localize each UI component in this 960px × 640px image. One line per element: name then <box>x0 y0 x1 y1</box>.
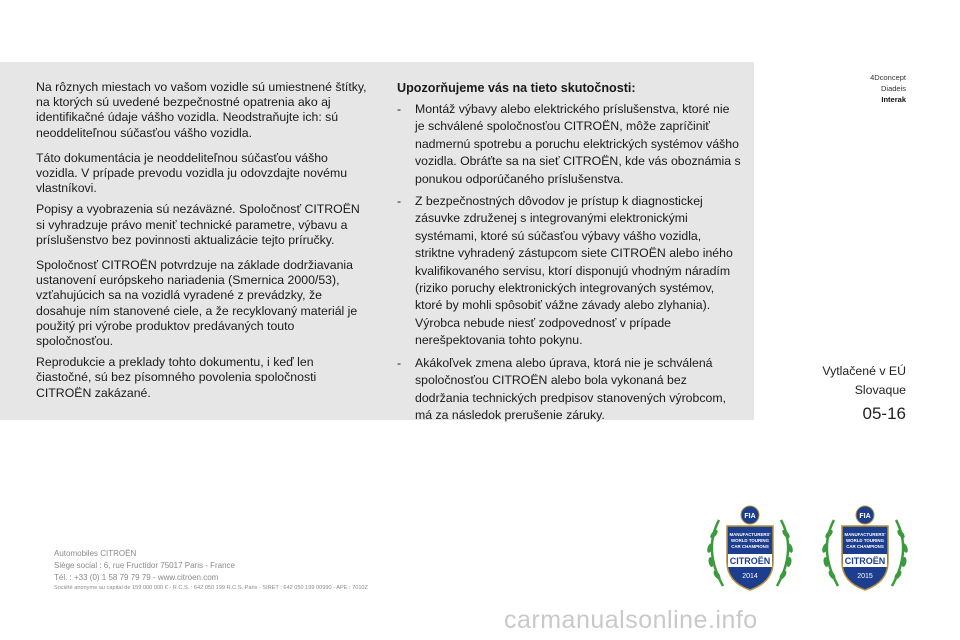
footer-company: Automobiles CITROËN <box>54 549 137 558</box>
paragraph-recycling: Spoločnosť CITROËN potvrdzuje na základe dodržiavania ustanovení európskeho nariadenia (Smernica 2000/53), vzťahujúcich sa na vozidlá vyradené z prevádzky, že dosahuje ním stanovené ciele, a že recyklovaný materiál je použitý pri výrobe produktov predávaných touto spoločnosťou. <box>36 258 358 349</box>
badge-brand: CITROËN <box>729 556 771 566</box>
list-item <box>397 193 742 350</box>
brand-nav-item-diadeis: Diadeis <box>880 84 906 93</box>
brand-nav-item-interak: Interak <box>881 95 906 104</box>
brand-nav-item-4dconcept: 4Dconcept <box>870 73 906 82</box>
list-item <box>397 101 742 188</box>
paragraph-documentation: Táto dokumentácia je neoddeliteľnou súčasťou vášho vozidla. V prípade prevodu vozidla ju odovzdajte novému vlastníkovi. <box>36 150 348 196</box>
list-item-text: Akákoľvek zmena alebo úprava, ktorá nie je schválená spoločnosťou CITROËN alebo bola vykonaná bez dodržania technických predpisov stanovených výrobcom, má za následok prerušenie záruky. <box>415 355 727 422</box>
badge-line: MANUFACTURERS' <box>729 532 771 537</box>
document-code: 05-16 <box>862 404 906 423</box>
badge-brand: CITROËN <box>844 556 886 566</box>
bullet-dash: - <box>397 194 402 209</box>
list-item <box>397 355 742 425</box>
left-column <box>36 80 372 407</box>
printed-in-line: Vytlačené v EÚ <box>822 364 906 378</box>
badge-year: 2014 <box>742 573 758 580</box>
footer-contact: Tél. : +33 (0) 1 58 79 79 79 - www.citroen.com <box>54 573 219 582</box>
badge-year: 2015 <box>857 573 873 580</box>
list-item-text: Montáž výbavy alebo elektrického príslušenstva, ktoré nie je schválené spoločnosťou CITROËN, môže zapríčiniť nadmernú spotrebu a poruchu elektrických systémov vášho vozidla. Obráťte sa na sieť CITROËN, kde vás oboznámia s ponukou odporúčaného príslušenstva. <box>415 102 741 186</box>
paragraph-descriptions: Popisy a vyobrazenia sú nezáväzné. Spoločnosť CITROËN si vyhradzuje právo meniť technické parametre, výbavu a príslušenstvo bez povinnosti aktualizácie tejto príručky. <box>36 202 360 247</box>
paragraph-labels: Na rôznych miestach vo vašom vozidle sú umiestnené štítky, na ktorých sú uvedené bezpečnostné opatrenia ako aj identifikačné údaje vášho vozidla. Neodstraňujte ich: sú neoddeliteľnou súčasťou vášho vozidla. <box>36 80 367 140</box>
badge-line: CAR CHAMPIONS <box>731 544 769 549</box>
footer-legal: Société anonyme au capital de 159 000 000 € - R.C.S. : 642 050 199 R.C.S. Paris - SIRET : 642 050 199 00990 - APE : 7010Z <box>54 585 368 591</box>
badge-org: FIA <box>859 513 871 520</box>
badge-line: CAR CHAMPIONS <box>846 544 884 549</box>
badge-line: WORLD TOURING <box>846 538 884 543</box>
badge-org: FIA <box>744 513 756 520</box>
brand-nav <box>870 72 906 105</box>
champions-badge-2014 <box>697 500 803 600</box>
paragraph-reproduction: Reprodukcie a preklady tohto dokumentu, i keď len čiastočné, sú bez písomného povolenia spoločnosti CITROËN zakázané. <box>36 355 317 400</box>
footer-address: Siège social : 6, rue Fructidor 75017 Paris - France <box>54 561 235 570</box>
list-item-text: Z bezpečnostných dôvodov je prístup k diagnostickej zásuvke združenej s integrovanými elektronickými systémami, ktoré sú súčasťou výbavy vášho vozidla, striktne vyhradený zástupcom siete CITROËN alebo iného kvalifikovaného servisu, ktorí disponujú vhodným náradím (riziko poruchy elektronických integrovaných systémov, ktoré by mohli spôsobiť vážne závady alebo zlyhania). Výrobca nebude niesť zodpovednosť v prípade nerešpektovania tohto pokynu. <box>415 194 733 348</box>
bullet-dash: - <box>397 355 402 370</box>
watermark: carmanualsonline.info <box>504 606 758 634</box>
printed-in-country: Slovaque <box>854 383 906 397</box>
notice-heading: Upozorňujeme vás na tieto skutočnosti: <box>397 81 636 95</box>
footer <box>54 548 368 592</box>
notice-list <box>397 101 742 424</box>
printed-in <box>822 362 906 400</box>
badge-line: MANUFACTURERS' <box>844 532 886 537</box>
right-column <box>397 80 742 429</box>
badge-line: WORLD TOURING <box>731 538 769 543</box>
bullet-dash: - <box>397 102 402 116</box>
champions-badge-2015 <box>812 500 918 600</box>
